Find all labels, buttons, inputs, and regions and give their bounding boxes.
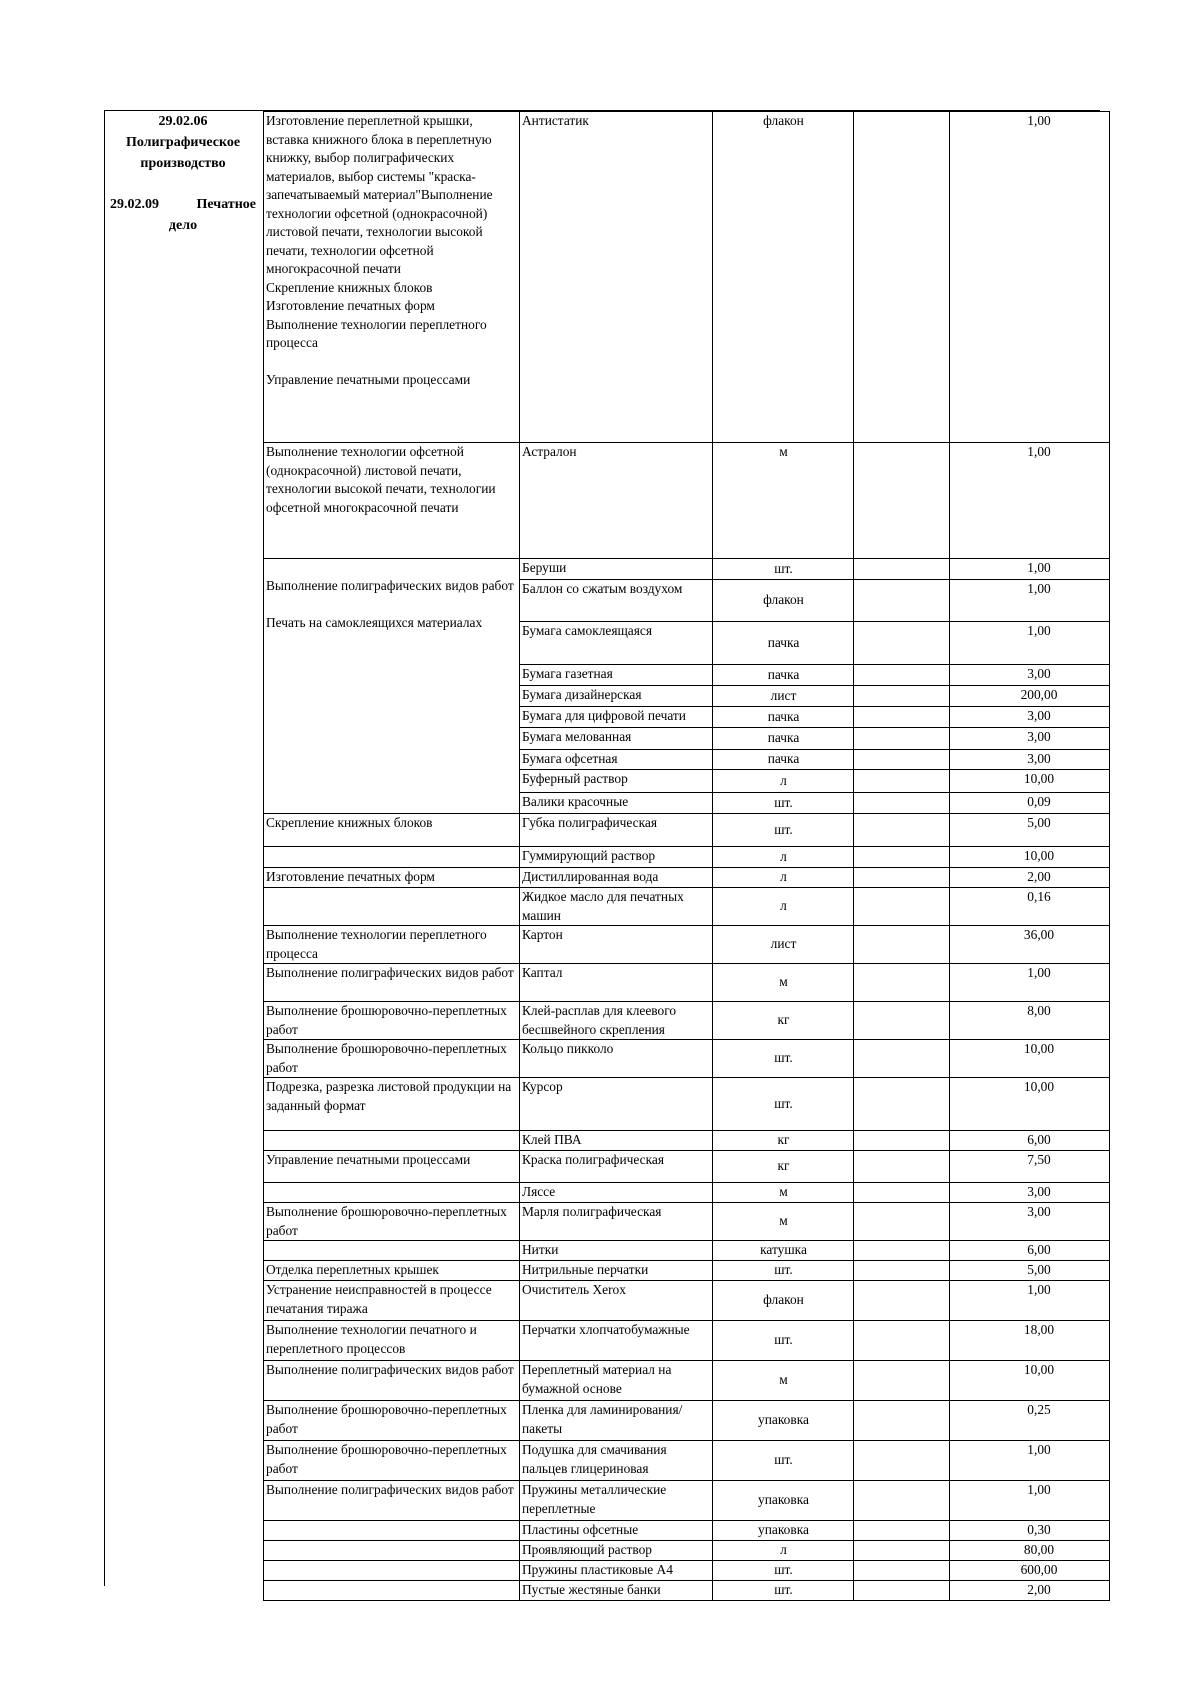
activity-cell (264, 888, 520, 926)
material-cell: Гуммирующий раствор (520, 847, 713, 868)
unit-cell: кг (713, 1131, 854, 1151)
empty-cell (854, 1131, 950, 1151)
unit-cell: шт. (713, 1321, 854, 1361)
unit-cell: пачка (713, 664, 854, 686)
material-cell: Кольцо пикколо (520, 1040, 713, 1078)
material-cell: Пружины металлические переплетные (520, 1481, 713, 1521)
quantity-cell: 5,00 (950, 814, 1110, 847)
unit-cell: пачка (713, 727, 854, 749)
table-row (264, 847, 1110, 868)
table-row (264, 1151, 1110, 1183)
unit-cell: шт. (713, 1561, 854, 1581)
empty-cell (854, 1040, 950, 1078)
quantity-cell: 3,00 (950, 749, 1110, 770)
activity-cell (264, 1183, 520, 1203)
quantity-cell: 10,00 (950, 1361, 1110, 1401)
material-cell: Нитки (520, 1241, 713, 1261)
table-row (264, 926, 1110, 964)
activity-cell (264, 1581, 520, 1601)
material-cell: Бумага самоклеящаяся (520, 622, 713, 665)
quantity-cell: 2,00 (950, 1581, 1110, 1601)
empty-cell (854, 559, 950, 580)
material-cell: Перчатки хлопчатобумажные (520, 1321, 713, 1361)
unit-cell: шт. (713, 1078, 854, 1131)
empty-cell (854, 1183, 950, 1203)
unit-cell: м (713, 443, 854, 559)
empty-cell (854, 1321, 950, 1361)
unit-cell: упаковка (713, 1481, 854, 1521)
unit-cell: л (713, 868, 854, 888)
table-row (264, 1203, 1110, 1241)
unit-cell: пачка (713, 749, 854, 770)
activity-cell: Выполнение технологии печатного и переплетного процессов (264, 1321, 520, 1361)
activity-cell: Выполнение брошюровочно-переплетных работ (264, 1401, 520, 1441)
unit-cell: шт. (713, 1040, 854, 1078)
material-cell: Очиститель Xerox (520, 1281, 713, 1321)
material-cell: Краска полиграфическая (520, 1151, 713, 1183)
empty-cell (854, 727, 950, 749)
empty-cell (854, 1441, 950, 1481)
empty-cell (854, 707, 950, 728)
quantity-cell: 3,00 (950, 707, 1110, 728)
empty-cell (854, 1481, 950, 1521)
table-row (264, 868, 1110, 888)
quantity-cell: 1,00 (950, 1481, 1110, 1521)
unit-cell: упаковка (713, 1401, 854, 1441)
material-cell: Баллон со сжатым воздухом (520, 579, 713, 622)
unit-cell: флакон (713, 1281, 854, 1321)
table-row (264, 1361, 1110, 1401)
specialty-cell (104, 111, 262, 236)
table-row (264, 814, 1110, 847)
quantity-cell: 7,50 (950, 1151, 1110, 1183)
quantity-cell: 3,00 (950, 1203, 1110, 1241)
unit-cell: лист (713, 686, 854, 707)
material-cell: Клей ПВА (520, 1131, 713, 1151)
quantity-cell: 10,00 (950, 847, 1110, 868)
unit-cell: л (713, 1541, 854, 1561)
material-cell: Пустые жестяные банки (520, 1581, 713, 1601)
specialty-name-1a: Полиграфическое (125, 135, 241, 150)
table-row (264, 1541, 1110, 1561)
activity-cell (264, 1521, 520, 1541)
empty-cell (854, 1361, 950, 1401)
specialty-name-2: дело (168, 218, 198, 233)
quantity-cell: 1,00 (950, 1441, 1110, 1481)
empty-cell (854, 664, 950, 686)
specialty-name-1b: производство (140, 156, 226, 171)
activity-cell: Управление печатными процессами (264, 1151, 520, 1183)
quantity-cell: 0,30 (950, 1521, 1110, 1541)
material-cell: Пружины пластиковые А4 (520, 1561, 713, 1581)
quantity-cell: 1,00 (950, 622, 1110, 665)
material-cell: Переплетный материал на бумажной основе (520, 1361, 713, 1401)
activity-cell: Отделка переплетных крышек (264, 1261, 520, 1281)
empty-cell (854, 793, 950, 814)
activity-cell (264, 1561, 520, 1581)
empty-cell (854, 814, 950, 847)
table-row (264, 1040, 1110, 1078)
activity-cell: Выполнение брошюровочно-переплетных работ (264, 1441, 520, 1481)
table-row (264, 888, 1110, 926)
quantity-cell: 1,00 (950, 443, 1110, 559)
empty-cell (854, 112, 950, 443)
table-row (264, 1241, 1110, 1261)
material-cell: Марля полиграфическая (520, 1203, 713, 1241)
quantity-cell: 3,00 (950, 1183, 1110, 1203)
table-row (264, 1401, 1110, 1441)
unit-cell: катушка (713, 1241, 854, 1261)
material-cell: Жидкое масло для печатных машин (520, 888, 713, 926)
empty-cell (854, 926, 950, 964)
material-cell: Подушка для смачивания пальцев глицериновая (520, 1441, 713, 1481)
table-row (264, 1183, 1110, 1203)
activity-cell: Подрезка, разрезка листовой продукции на заданный формат (264, 1078, 520, 1131)
quantity-cell: 10,00 (950, 1078, 1110, 1131)
material-cell: Беруши (520, 559, 713, 580)
unit-cell: шт. (713, 559, 854, 580)
activity-cell (264, 1541, 520, 1561)
material-cell: Пластины офсетные (520, 1521, 713, 1541)
empty-cell (854, 770, 950, 793)
quantity-cell: 5,00 (950, 1261, 1110, 1281)
material-cell: Курсор (520, 1078, 713, 1131)
empty-cell (854, 1581, 950, 1601)
empty-cell (854, 443, 950, 559)
material-cell: Антистатик (520, 112, 713, 443)
quantity-cell: 80,00 (950, 1541, 1110, 1561)
unit-cell: шт. (713, 1441, 854, 1481)
table-row (264, 1481, 1110, 1521)
activity-cell: Скрепление книжных блоков (264, 814, 520, 847)
quantity-cell: 10,00 (950, 1040, 1110, 1078)
table-row (264, 1441, 1110, 1481)
quantity-cell: 0,09 (950, 793, 1110, 814)
quantity-cell: 18,00 (950, 1321, 1110, 1361)
quantity-cell: 8,00 (950, 1002, 1110, 1040)
empty-cell (854, 749, 950, 770)
material-cell: Бумага для цифровой печати (520, 707, 713, 728)
table-row (264, 964, 1110, 1002)
empty-cell (854, 1541, 950, 1561)
empty-cell (854, 1203, 950, 1241)
activity-cell: Выполнение технологии переплетного процесса (264, 926, 520, 964)
unit-cell: шт. (713, 814, 854, 847)
activity-cell: Выполнение полиграфических видов работ (264, 1481, 520, 1521)
activity-cell: Изготовление переплетной крышки, вставка книжного блока в переплетную книжку, выбор полиграфических материалов, выбор системы "краска-запечатываемый материал"Выполнение технологии офсетной (однокрасочной) листовой печати, технологии высокой печати, технологии офсетной многокрасочной печати Скрепление книжных блоков Изготовление печатных форм Выполнение технологии переплетного процесса Управление печатными процессами (264, 112, 520, 443)
material-cell: Бумага газетная (520, 664, 713, 686)
unit-cell: флакон (713, 112, 854, 443)
empty-cell (854, 579, 950, 622)
empty-cell (854, 1281, 950, 1321)
activity-cell: Выполнение полиграфических видов работ (264, 1361, 520, 1401)
unit-cell: м (713, 1203, 854, 1241)
unit-cell: кг (713, 1151, 854, 1183)
empty-cell (854, 888, 950, 926)
material-cell: Бумага мелованная (520, 727, 713, 749)
material-cell: Нитрильные перчатки (520, 1261, 713, 1281)
quantity-cell: 2,00 (950, 868, 1110, 888)
unit-cell: лист (713, 926, 854, 964)
specialty-code-2: 29.02.09 Печатное (110, 197, 256, 212)
unit-cell: л (713, 847, 854, 868)
quantity-cell: 1,00 (950, 1281, 1110, 1321)
quantity-cell: 0,25 (950, 1401, 1110, 1441)
empty-cell (854, 622, 950, 665)
table-row (264, 1261, 1110, 1281)
table-row (264, 1561, 1110, 1581)
material-cell: Буферный раствор (520, 770, 713, 793)
quantity-cell: 36,00 (950, 926, 1110, 964)
unit-cell: м (713, 1183, 854, 1203)
unit-cell: м (713, 964, 854, 1002)
empty-cell (854, 1561, 950, 1581)
activity-cell (264, 1241, 520, 1261)
unit-cell: пачка (713, 622, 854, 665)
empty-cell (854, 1521, 950, 1541)
empty-cell (854, 1002, 950, 1040)
material-cell: Клей-расплав для клеевого бесшвейного скрепления (520, 1002, 713, 1040)
activity-cell: Выполнение технологии офсетной (однокрасочной) листовой печати, технологии высокой печати, технологии офсетной многокрасочной печати (264, 443, 520, 559)
empty-cell (854, 1261, 950, 1281)
unit-cell: шт. (713, 1581, 854, 1601)
unit-cell: л (713, 888, 854, 926)
activity-cell: Выполнение полиграфических видов работ Печать на самоклеящихся материалах (264, 559, 520, 814)
table-row (264, 1002, 1110, 1040)
table-row (264, 1521, 1110, 1541)
material-cell: Ляссе (520, 1183, 713, 1203)
table-row (264, 559, 1110, 580)
unit-cell: шт. (713, 793, 854, 814)
activity-cell (264, 847, 520, 868)
quantity-cell: 1,00 (950, 112, 1110, 443)
table-row (264, 1131, 1110, 1151)
empty-cell (854, 1241, 950, 1261)
quantity-cell: 1,00 (950, 579, 1110, 622)
quantity-cell: 200,00 (950, 686, 1110, 707)
unit-cell: шт. (713, 1261, 854, 1281)
unit-cell: л (713, 770, 854, 793)
activity-cell: Изготовление печатных форм (264, 868, 520, 888)
table-row (264, 112, 1110, 443)
material-cell: Дистиллированная вода (520, 868, 713, 888)
table-row (264, 1078, 1110, 1131)
activity-cell (264, 1131, 520, 1151)
activity-cell: Выполнение брошюровочно-переплетных работ (264, 1002, 520, 1040)
quantity-cell: 0,16 (950, 888, 1110, 926)
unit-cell: флакон (713, 579, 854, 622)
quantity-cell: 1,00 (950, 559, 1110, 580)
unit-cell: пачка (713, 707, 854, 728)
unit-cell: упаковка (713, 1521, 854, 1541)
material-cell: Пленка для ламинирования/пакеты (520, 1401, 713, 1441)
table-row (264, 1281, 1110, 1321)
material-cell: Бумага дизайнерская (520, 686, 713, 707)
quantity-cell: 10,00 (950, 770, 1110, 793)
activity-cell: Выполнение брошюровочно-переплетных работ (264, 1203, 520, 1241)
specialty-code-1: 29.02.06 (158, 114, 208, 129)
quantity-cell: 3,00 (950, 664, 1110, 686)
material-cell: Проявляющий раствор (520, 1541, 713, 1561)
material-cell: Каптал (520, 964, 713, 1002)
empty-cell (854, 847, 950, 868)
quantity-cell: 3,00 (950, 727, 1110, 749)
quantity-cell: 6,00 (950, 1131, 1110, 1151)
material-cell: Губка полиграфическая (520, 814, 713, 847)
empty-cell (854, 1078, 950, 1131)
material-cell: Валики красочные (520, 793, 713, 814)
table-row (264, 1321, 1110, 1361)
materials-table (263, 111, 1110, 1601)
material-cell: Картон (520, 926, 713, 964)
table-row (264, 1581, 1110, 1601)
empty-cell (854, 868, 950, 888)
table-row (264, 443, 1110, 559)
quantity-cell: 6,00 (950, 1241, 1110, 1261)
material-cell: Астралон (520, 443, 713, 559)
empty-cell (854, 1151, 950, 1183)
empty-cell (854, 686, 950, 707)
unit-cell: м (713, 1361, 854, 1401)
quantity-cell: 1,00 (950, 964, 1110, 1002)
activity-cell: Устранение неисправностей в процессе печатания тиража (264, 1281, 520, 1321)
activity-cell: Выполнение брошюровочно-переплетных работ (264, 1040, 520, 1078)
activity-cell: Выполнение полиграфических видов работ (264, 964, 520, 1002)
material-cell: Бумага офсетная (520, 749, 713, 770)
empty-cell (854, 964, 950, 1002)
empty-cell (854, 1401, 950, 1441)
quantity-cell: 600,00 (950, 1561, 1110, 1581)
unit-cell: кг (713, 1002, 854, 1040)
